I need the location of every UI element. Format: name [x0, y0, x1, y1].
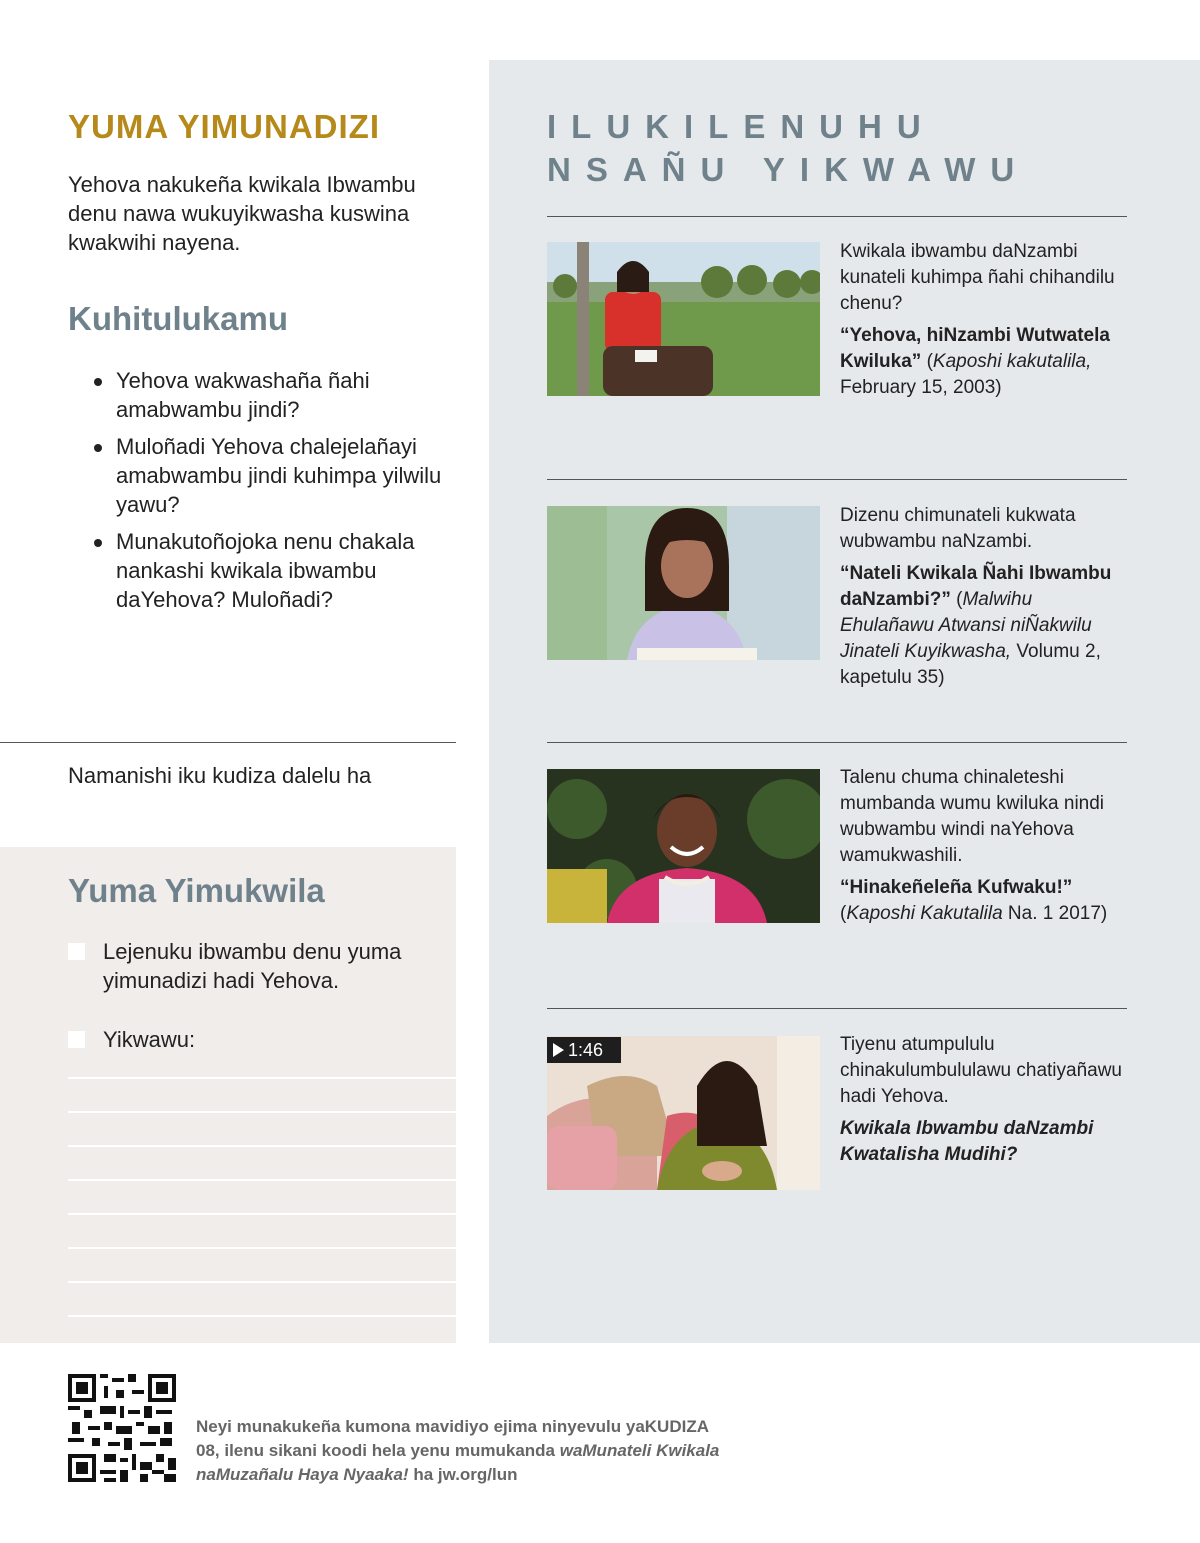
- smiling-woman-image[interactable]: [547, 769, 820, 923]
- goal-checkbox[interactable]: [68, 1031, 85, 1048]
- writing-line[interactable]: [68, 1213, 456, 1215]
- footer-note: Neyi munakukeña kumona mavidiyo ejima ninyevulu yaKUDIZA 08, ilenu sikani koodi hela yenu mumukanda waMunateli Kwikala naMuzañalu Haya Nyaaka! ha jw.org/lun: [196, 1417, 720, 1484]
- divider: [547, 216, 1127, 217]
- resource-text: [840, 1032, 1130, 1168]
- resource-reference[interactable]: “Yehova, hiNzambi Wutwatela Kwiluka” (Kaposhi kakutalila, February 15, 2003): [840, 325, 1110, 398]
- divider: [547, 1008, 1127, 1009]
- goal-label: Yikwawu:: [103, 1027, 196, 1052]
- explore-title: ILUKILENUHU NSAÑU YIKWAWU: [547, 108, 1030, 188]
- resource-reference[interactable]: “Nateli Kwikala Ñahi Ibwambu daNzambi?” (Malwihu Ehulañawu Atwansi niÑakwilu Jinateli Kuyikwasha, Volumu 2, kapetulu 35): [840, 563, 1112, 688]
- writing-line[interactable]: [68, 1315, 456, 1317]
- review-questions: [92, 366, 452, 622]
- resource-text: [840, 503, 1130, 691]
- video-duration-badge[interactable]: 1:46: [547, 1037, 621, 1063]
- resource-text: [840, 239, 1130, 401]
- completion-date-line: Namanishi iku kudiza dalelu ha: [68, 763, 372, 788]
- resource-description: Kwikala ibwambu daNzambi kunateli kuhimpa ñahi chihandilu chenu?: [840, 241, 1115, 314]
- writing-line[interactable]: [68, 1281, 456, 1283]
- resource-description: Talenu chuma chinaleteshi mumbanda wumu kwiluka nindi wubwambu windi naYehova wamukwashili.: [840, 767, 1105, 866]
- review-question: Muloñadi Yehova chalejelañayi amabwambu jindi kuhimpa yilwilu yawu?: [92, 432, 452, 519]
- resource-description: Dizenu chimunateli kukwata wubwambu naNzambi.: [840, 505, 1076, 552]
- goals-title: Yuma Yimukwila: [68, 872, 325, 909]
- review-question: Munakutoñojoka nenu chakala nankashi kwikala ibwambu daYehova? Muloñadi?: [92, 527, 452, 614]
- play-icon: [553, 1043, 564, 1057]
- goal-label: Lejenuku ibwambu denu yuma yimunadizi hadi Yehova.: [103, 939, 402, 993]
- divider: [0, 742, 456, 743]
- review-question: Yehova wakwashaña ñahi amabwambu jindi?: [92, 366, 452, 424]
- resource-reference[interactable]: “Hinakeñeleña Kufwaku!” (Kaposhi Kakutalila Na. 1 2017): [840, 877, 1108, 924]
- divider: [547, 742, 1127, 743]
- goal-checkbox[interactable]: [68, 943, 85, 960]
- writing-line[interactable]: [68, 1111, 456, 1113]
- goals-panel: [0, 847, 456, 1343]
- woman-reading-bible-image[interactable]: [547, 242, 820, 396]
- summary-text: Yehova nakukeña kwikala Ibwambu denu nawa wukuyikwasha kuswina kwakwihi nayena.: [68, 172, 416, 255]
- resource-description: Tiyenu atumpululu chinakulumbululawu chatiyañawu hadi Yehova.: [840, 1034, 1123, 1107]
- divider: [547, 479, 1127, 480]
- qr-code-icon[interactable]: [68, 1374, 176, 1482]
- writing-line[interactable]: [68, 1145, 456, 1147]
- goal-item[interactable]: [68, 937, 448, 995]
- summary-title: YUMA YIMUNADIZI: [68, 108, 380, 145]
- writing-line[interactable]: [68, 1247, 456, 1249]
- writing-line[interactable]: [68, 1077, 456, 1079]
- writing-line[interactable]: [68, 1179, 456, 1181]
- young-woman-studying-image[interactable]: [547, 506, 820, 660]
- resource-text: [840, 765, 1130, 927]
- resource-reference[interactable]: Kwikala Ibwambu daNzambi Kwatalisha Mudihi?: [840, 1118, 1094, 1165]
- goal-item[interactable]: [68, 1025, 448, 1054]
- review-title: Kuhitulukamu: [68, 300, 288, 337]
